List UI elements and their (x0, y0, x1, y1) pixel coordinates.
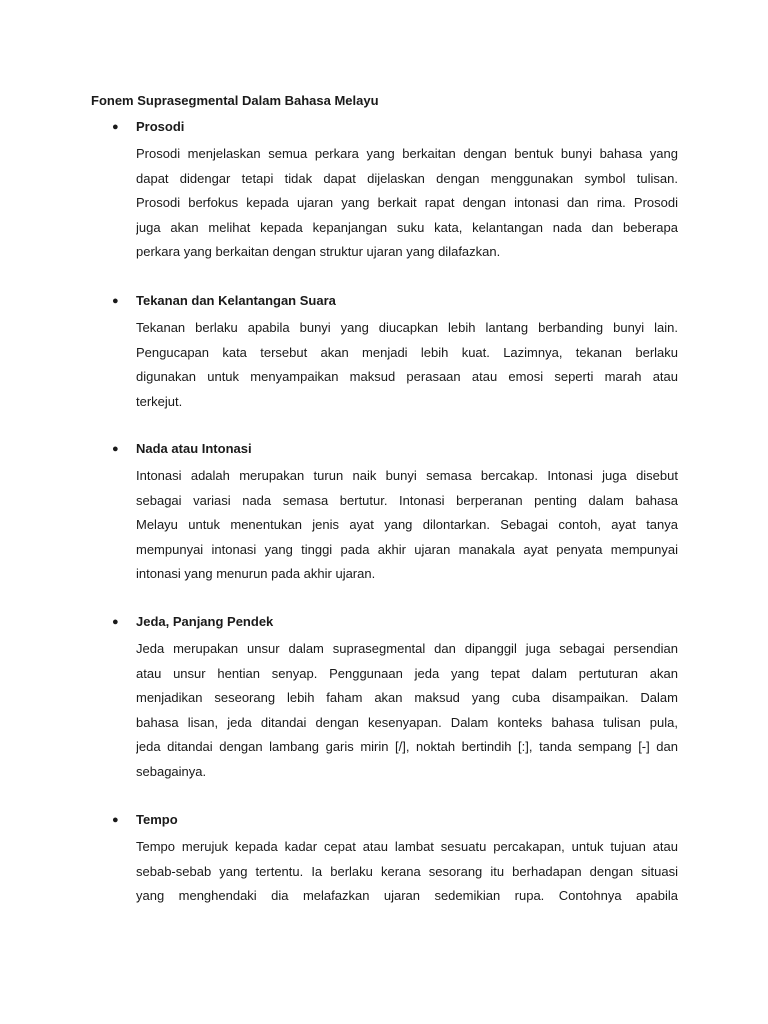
document-title: Fonem Suprasegmental Dalam Bahasa Melayu (91, 93, 379, 108)
paragraph-line: menjadikan seseorang lebih faham akan maksud yang cuba disampaikan. Dalam (136, 690, 678, 706)
paragraph-line: sebagai variasi nada semasa bertutur. Intonasi berperanan penting dalam bahasa (136, 492, 678, 508)
section-paragraph (136, 464, 678, 587)
paragraph-line: Jeda merupakan unsur dalam suprasegmental dan dipanggil juga sebagai persendian (136, 641, 678, 656)
paragraph-line: Tempo merujuk kepada kadar cepat atau lambat sesuatu percakapan, untuk tujuan atau (136, 839, 678, 854)
paragraph-line: juga akan melihat kepada kepanjangan suku kata, kelantangan nada dan beberapa (136, 219, 678, 235)
paragraph-line: sebagainya. (136, 763, 207, 779)
paragraph-line: digunakan untuk menyampaikan maksud perasaan atau emosi seperti marah atau (136, 369, 678, 385)
section-paragraph (136, 637, 678, 785)
paragraph-line: Prosodi berfokus kepada ujaran yang berkait rapat dengan intonasi dan rima. Prosodi (136, 195, 678, 211)
bullet-icon: ● (112, 616, 119, 628)
paragraph-line: jeda ditandai dengan lambang garis mirin [/], noktah bertindih [:], tanda sempang [-] dan (136, 739, 678, 755)
section-heading: Prosodi (136, 119, 185, 134)
paragraph-line: perkara yang berkaitan dengan struktur ujaran yang dilafazkan. (136, 244, 501, 260)
paragraph-line: Pengucapan kata tersebut akan menjadi lebih kuat. Lazimnya, tekanan berlaku (136, 344, 678, 360)
paragraph-line: dapat didengar tetapi tidak dapat dijelaskan dengan menggunakan symbol tulisan. (136, 170, 678, 186)
section-heading: Nada atau Intonasi (136, 441, 252, 456)
paragraph-line: sebab-sebab yang tertentu. Ia berlaku kerana sesorang itu berhadapan dengan situasi (136, 863, 678, 879)
section-heading: Tempo (136, 812, 178, 827)
paragraph-line: intonasi yang menurun pada akhir ujaran. (136, 566, 376, 582)
bullet-icon: ● (112, 295, 119, 307)
section-paragraph (136, 835, 678, 909)
section-paragraph (136, 316, 678, 414)
section-heading: Tekanan dan Kelantangan Suara (136, 293, 336, 308)
paragraph-line: terkejut. (136, 393, 183, 409)
section-heading: Jeda, Panjang Pendek (136, 614, 274, 629)
bullet-icon: ● (112, 443, 119, 455)
paragraph-line: Prosodi menjelaskan semua perkara yang berkaitan dengan bentuk bunyi bahasa yang (136, 146, 678, 161)
paragraph-line: Tekanan berlaku apabila bunyi yang diucapkan lebih lantang berbanding bunyi lain. (136, 320, 678, 335)
paragraph-line: bahasa lisan, jeda ditandai dengan kesenyapan. Dalam konteks bahasa tulisan pula, (136, 714, 678, 730)
paragraph-line: yang menghendaki dia melafazkan ujaran sedemikian rupa. Contohnya apabila (136, 888, 678, 904)
paragraph-line: mempunyai intonasi yang tinggi pada akhir ujaran manakala ayat penyata mempunyai (136, 541, 678, 557)
section-paragraph (136, 142, 678, 265)
paragraph-line: atau unsur hentian senyap. Penggunaan jeda yang tepat dalam pertuturan akan (136, 665, 678, 681)
bullet-icon: ● (112, 121, 119, 133)
paragraph-line: Melayu untuk menentukan jenis ayat yang dilontarkan. Sebagai contoh, ayat tanya (136, 517, 678, 533)
bullet-icon: ● (112, 814, 119, 826)
paragraph-line: Intonasi adalah merupakan turun naik bunyi semasa bercakap. Intonasi juga disebut (136, 468, 678, 483)
